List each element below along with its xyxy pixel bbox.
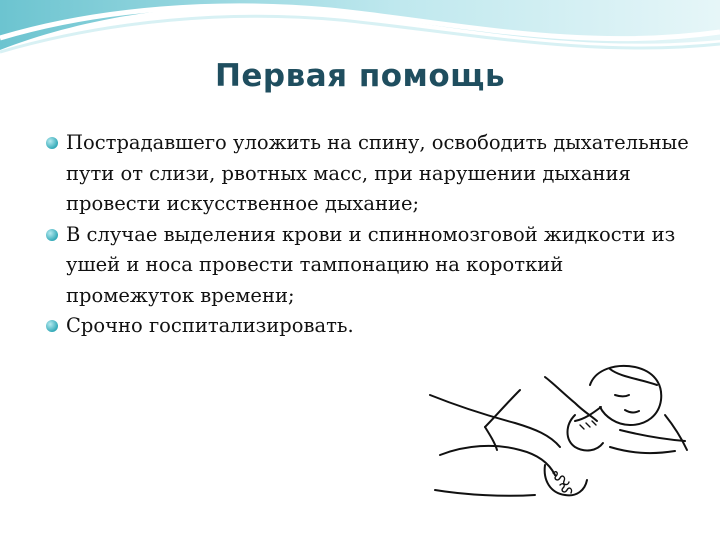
bullet-text: Пострадавшего уложить на спину, освободить дыхательные пути от слизи, рвотных масс, при нарушении дыхания провести искусственное дыхание; [66,131,689,215]
bullet-item-3 [42,311,692,342]
bullet-icon [46,137,58,149]
bullet-icon [46,320,58,332]
bullet-item-1 [42,128,692,220]
first-aid-illustration [425,355,700,505]
bullet-text: В случае выделения крови и спинномозговой жидкости из ушей и носа провести тампонацию на короткий промежуток времени; [66,222,676,307]
bullet-item-2 [42,220,692,312]
bullet-text: Срочно госпитализировать. [66,314,354,337]
slide-title: Первая помощь [214,58,506,94]
bullet-list [42,128,692,342]
bullet-icon [46,229,58,241]
